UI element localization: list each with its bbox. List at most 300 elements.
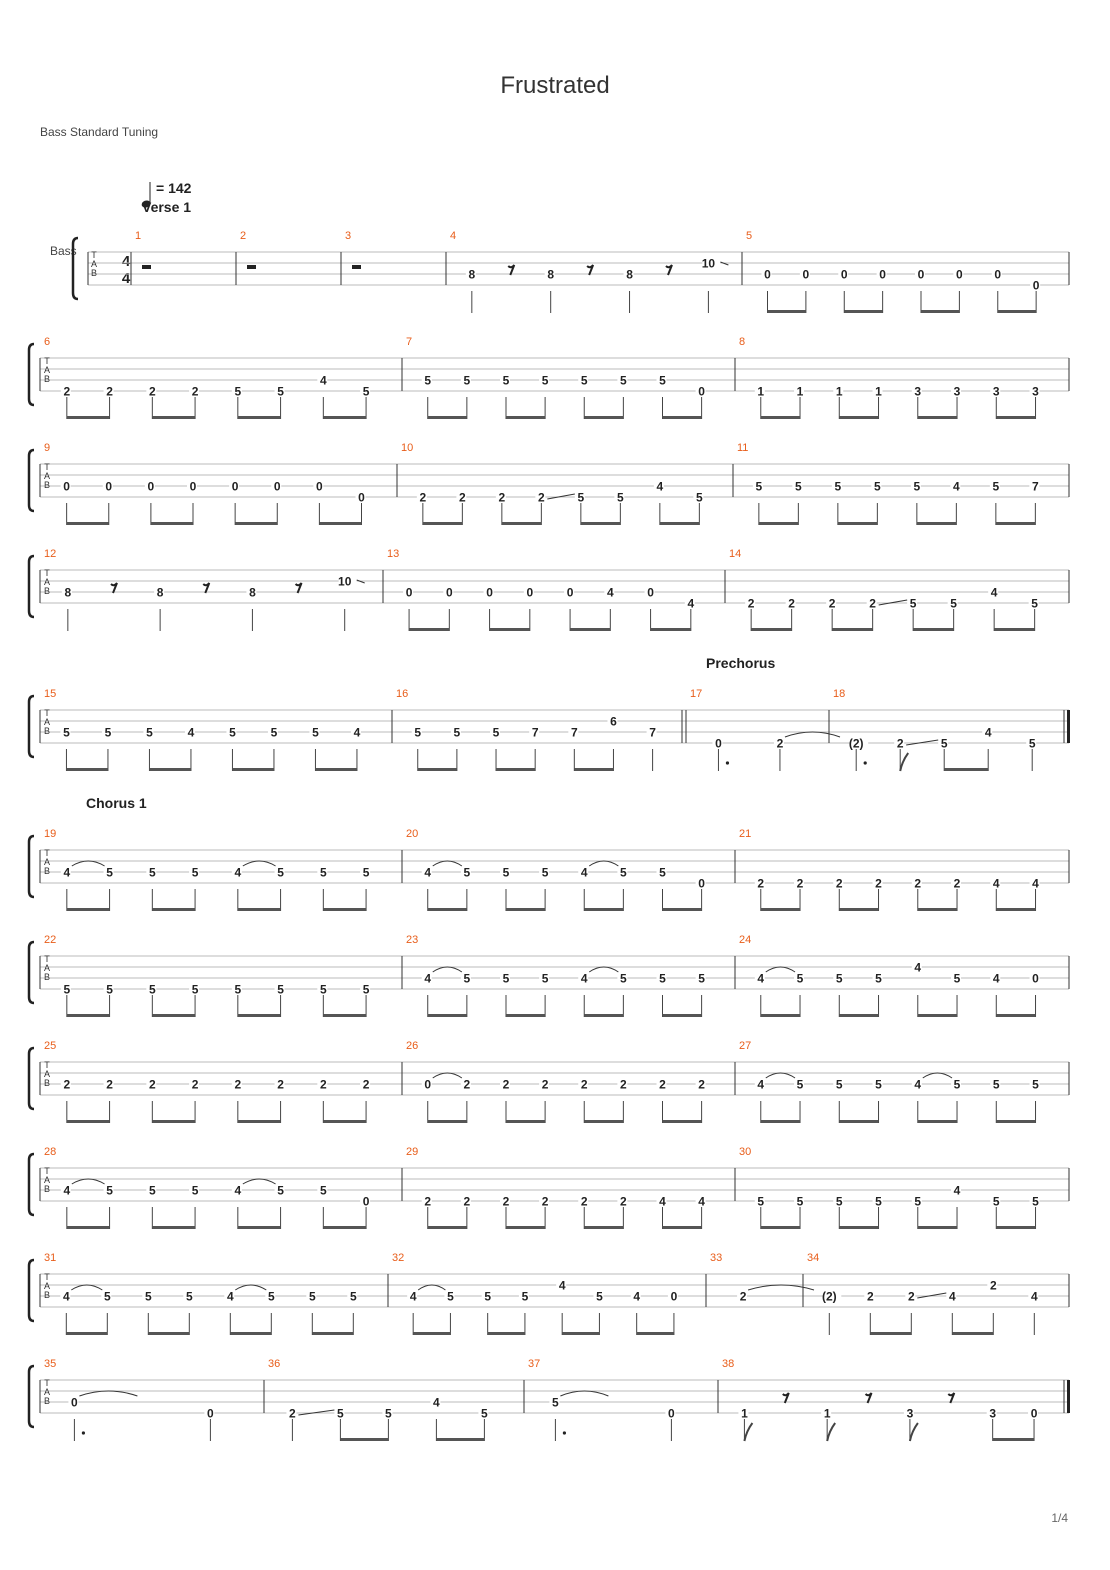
fret-number: 8 (249, 585, 256, 600)
measure-number: 31 (44, 1252, 57, 1264)
measure-number: 25 (44, 1040, 57, 1052)
fret-number: 5 (319, 1183, 327, 1198)
fret-number: 4 (234, 865, 242, 880)
beam (490, 628, 530, 631)
fret-number: 5 (953, 971, 961, 986)
fret-number: 3 (989, 1406, 997, 1421)
fret-number: 1 (757, 384, 765, 399)
fret-number: 5 (229, 725, 236, 740)
fret-number: 3 (906, 1406, 914, 1421)
fret-number: 0 (879, 267, 886, 282)
beam (149, 768, 191, 771)
fret-number: 4 (992, 876, 1000, 891)
fret-number: 2 (362, 1077, 370, 1092)
beam (315, 768, 357, 771)
tab-clef-letter: T (44, 1272, 50, 1282)
fret-number: 2 (914, 876, 922, 891)
tab-clef-letter: T (44, 462, 50, 472)
tab-clef-letter: B (43, 866, 51, 876)
fret-number: 2 (277, 1077, 284, 1092)
tab-system (29, 336, 1069, 419)
beam (761, 908, 800, 911)
beam (662, 1120, 701, 1123)
measure-number: 7 (406, 336, 413, 348)
fret-number: 5 (875, 971, 882, 986)
fret-number: 0 (358, 490, 365, 505)
fret-number: 5 (453, 725, 461, 740)
fret-number: 2 (419, 490, 427, 505)
fret-number: 2 (106, 1077, 113, 1092)
fret-number: 10 (338, 574, 352, 589)
fret-number: 2 (907, 1289, 915, 1304)
fret-number: 5 (148, 1183, 156, 1198)
fret-number: 1 (823, 1406, 831, 1421)
fret-number: 5 (463, 971, 471, 986)
fret-number: 5 (696, 490, 703, 505)
fret-number: 2 (580, 1077, 588, 1092)
fret-number: 2 (541, 1077, 549, 1092)
fret-number: 4 (558, 1278, 566, 1293)
fret-number: 2 (498, 490, 506, 505)
tab-clef-letter: T (44, 1166, 50, 1176)
beam (488, 1332, 525, 1335)
fret-number: 5 (385, 1406, 392, 1421)
beam (651, 628, 691, 631)
fret-number: 4 (1032, 876, 1039, 891)
measure-number: 19 (44, 828, 57, 840)
beam (660, 522, 700, 525)
beam (751, 628, 792, 631)
tab-clef-letter: B (43, 1396, 51, 1406)
time-signature-bottom: 4 (121, 270, 131, 287)
fret-number: 7 (649, 725, 656, 740)
beam (67, 522, 109, 525)
measure-number: 29 (406, 1146, 419, 1158)
fret-number: 2 (148, 384, 156, 399)
fret-number: 4 (633, 1289, 641, 1304)
fret-number: 5 (796, 1194, 804, 1209)
fret-number: 0 (698, 876, 705, 891)
fret-number: 5 (698, 971, 705, 986)
beam (584, 1014, 623, 1017)
beam (917, 522, 957, 525)
fret-number: 5 (835, 1194, 843, 1209)
fret-number: 5 (148, 865, 156, 880)
beam (152, 1014, 195, 1017)
beam (151, 522, 193, 525)
fret-number: 1 (741, 1406, 748, 1421)
beam (761, 416, 800, 419)
beam (238, 1226, 281, 1229)
fret-number: 4 (757, 1077, 765, 1092)
fret-number: 5 (502, 971, 510, 986)
beam (994, 628, 1035, 631)
fret-number: 4 (63, 865, 71, 880)
whole-rest (247, 265, 256, 269)
fret-number: 2 (106, 384, 113, 399)
fret-number: 3 (1032, 384, 1039, 399)
time-signature-top: 4 (121, 253, 131, 270)
beam (996, 908, 1035, 911)
fret-number: 0 (405, 585, 413, 600)
measure-number: 15 (44, 688, 57, 700)
fret-number: 0 (764, 267, 771, 282)
fret-number: 5 (909, 596, 917, 611)
song-title: Frustrated (500, 72, 610, 99)
tempo-marking: = 142 (156, 180, 192, 196)
measure-number: 9 (44, 442, 51, 454)
fret-number: 2 (191, 384, 199, 399)
beam (238, 1120, 281, 1123)
fret-number: 7 (531, 725, 539, 740)
beam (152, 416, 195, 419)
beam (323, 416, 366, 419)
fret-number: 5 (795, 479, 802, 494)
fret-number: 8 (626, 267, 633, 282)
tab-clef-letter: B (43, 726, 51, 736)
beam (496, 768, 535, 771)
fret-number: 5 (148, 982, 156, 997)
fret-number: 2 (757, 876, 765, 891)
fret-number: 5 (835, 971, 843, 986)
beam (662, 908, 701, 911)
fret-number: 5 (757, 1194, 765, 1209)
tab-system (29, 1252, 1069, 1335)
beam (584, 1226, 623, 1229)
measure-number: 32 (392, 1252, 405, 1264)
beam (238, 908, 281, 911)
note-flag (910, 1423, 918, 1441)
tab-clef-letter: A (43, 1387, 51, 1397)
fret-number: 0 (917, 267, 925, 282)
fret-number: 5 (835, 1077, 843, 1092)
fret-number: 4 (353, 725, 361, 740)
fret-number: 0 (273, 479, 281, 494)
fret-number: 5 (659, 373, 666, 388)
fret-number: 2 (289, 1406, 296, 1421)
beam (839, 908, 878, 911)
beam (761, 1014, 800, 1017)
system-bracket (29, 696, 34, 757)
beam (996, 522, 1036, 525)
tab-system (29, 548, 1069, 631)
fret-number: 5 (492, 725, 500, 740)
fret-number: 5 (502, 373, 510, 388)
tab-clef-letter: B (43, 480, 51, 490)
fret-number: 0 (71, 1395, 78, 1410)
fret-number: 5 (362, 384, 370, 399)
beam (759, 522, 799, 525)
fret-number: 5 (463, 865, 471, 880)
fret-number: 4 (992, 971, 1000, 986)
fret-number: 2 (739, 1289, 747, 1304)
tie-arc (433, 861, 462, 866)
fret-number: 5 (659, 865, 666, 880)
fret-number: 5 (914, 1194, 922, 1209)
fret-number: 5 (541, 373, 549, 388)
beam (413, 1332, 450, 1335)
fret-number: 0 (698, 384, 705, 399)
fret-number: 5 (277, 865, 284, 880)
fret-number: 8 (64, 585, 72, 600)
fret-number: 4 (914, 960, 922, 975)
beam (637, 1332, 674, 1335)
fret-number: 2 (869, 596, 876, 611)
tie-arc (766, 967, 795, 972)
measure-number: 35 (44, 1358, 57, 1370)
beam (340, 1438, 388, 1441)
fret-number: 5 (277, 384, 284, 399)
beam (506, 416, 545, 419)
beam (996, 416, 1035, 419)
fret-number: 0 (840, 267, 848, 282)
fret-number: 5 (103, 1289, 111, 1304)
tie-arc (748, 1285, 814, 1290)
fret-number: 5 (1032, 1077, 1039, 1092)
fret-number: 4 (234, 1183, 242, 1198)
system-bracket (29, 1260, 34, 1321)
fret-number: 5 (541, 971, 549, 986)
fret-number: 5 (992, 1077, 1000, 1092)
fret-number: 0 (566, 585, 574, 600)
beam (870, 1332, 911, 1335)
fret-number: 0 (715, 736, 722, 751)
beam (584, 908, 623, 911)
fret-number: (2) (821, 1289, 837, 1304)
fret-number: 4 (698, 1194, 705, 1209)
fret-number: 5 (875, 1194, 882, 1209)
system-bracket (29, 942, 34, 1003)
tab-clef-letter: A (43, 1175, 51, 1185)
fret-number: 0 (424, 1077, 432, 1092)
beam (993, 1438, 1034, 1441)
tie-arc (589, 861, 618, 866)
tab-clef-letter: B (43, 1078, 51, 1088)
fret-number: 5 (1031, 596, 1038, 611)
beam (506, 1226, 545, 1229)
beam (839, 1120, 878, 1123)
fret-number: 5 (953, 1077, 961, 1092)
fret-number: 2 (538, 490, 545, 505)
beam (839, 416, 878, 419)
fret-number: 5 (191, 865, 199, 880)
beam (423, 522, 463, 525)
fret-number: 4 (433, 1395, 440, 1410)
tab-system (29, 934, 1069, 1017)
beam (312, 1332, 353, 1335)
fret-number: 2 (424, 1194, 432, 1209)
tab-system (29, 1146, 1069, 1229)
beam (148, 1332, 189, 1335)
fret-number: 5 (1032, 1194, 1039, 1209)
fret-number: 5 (277, 1183, 284, 1198)
tab-system (29, 442, 1069, 525)
beam (584, 1120, 623, 1123)
whole-rest (352, 265, 361, 269)
fret-number: 0 (802, 267, 810, 282)
fret-number: 2 (896, 736, 904, 751)
fret-number: 5 (319, 865, 327, 880)
fret-number: 5 (312, 725, 319, 740)
fret-number: 7 (1032, 479, 1039, 494)
section-marker: Chorus 1 (86, 795, 147, 811)
beam (584, 416, 623, 419)
tab-clef-letter: A (43, 471, 51, 481)
fret-number: 5 (234, 982, 242, 997)
measure-number: 34 (807, 1252, 820, 1264)
rhythm-dot (864, 761, 867, 764)
fret-number: 5 (146, 725, 153, 740)
fret-number: 0 (362, 1194, 370, 1209)
tie-arc (243, 861, 276, 866)
fret-number: 2 (580, 1194, 588, 1209)
fret-number: 0 (647, 585, 654, 600)
note-flag (900, 753, 908, 771)
fret-number: 5 (620, 971, 627, 986)
tab-clef-letter: B (43, 1184, 51, 1194)
fret-number: 2 (875, 876, 882, 891)
fret-number: 5 (424, 373, 432, 388)
fret-number: 5 (319, 982, 327, 997)
fret-number: 5 (106, 982, 113, 997)
beam (232, 768, 274, 771)
tab-system (29, 655, 1070, 771)
beam (323, 1014, 366, 1017)
tab-system (29, 1040, 1069, 1123)
fret-number: 5 (308, 1289, 316, 1304)
fret-number: 0 (1030, 1406, 1038, 1421)
beam (67, 1014, 110, 1017)
tie-arc (418, 1285, 445, 1290)
fret-number: 3 (914, 384, 922, 399)
fret-number: 5 (796, 1077, 804, 1092)
fret-number: 6 (610, 714, 617, 729)
beam (996, 1014, 1035, 1017)
fret-number: 5 (63, 725, 70, 740)
fret-number: 4 (687, 596, 695, 611)
fret-number: 2 (620, 1077, 627, 1092)
fret-number: 0 (316, 479, 323, 494)
fret-number: 2 (776, 736, 784, 751)
fret-number: 5 (552, 1395, 559, 1410)
fret-number: 0 (486, 585, 493, 600)
fret-number: 10 (701, 256, 716, 271)
fret-number: 4 (424, 971, 432, 986)
beam (238, 1014, 281, 1017)
fret-number: 2 (828, 596, 836, 611)
fret-number: 4 (63, 1183, 71, 1198)
beam (581, 522, 621, 525)
measure-number: 36 (268, 1358, 281, 1370)
beam (67, 1226, 110, 1229)
fret-number: 5 (191, 982, 199, 997)
tie-arc (766, 1073, 795, 1078)
fret-number: 4 (953, 1183, 961, 1198)
tab-clef-letter: T (44, 1378, 50, 1388)
beam (152, 908, 195, 911)
tab-clef-letter: A (43, 1281, 51, 1291)
measure-number: 1 (135, 230, 142, 242)
fret-number: 0 (1032, 278, 1040, 293)
tie-arc (235, 1285, 266, 1290)
beam (662, 1014, 701, 1017)
fret-number: 0 (147, 479, 155, 494)
fret-number: 5 (577, 490, 585, 505)
fret-number: 5 (362, 865, 370, 880)
tab-clef-letter: B (43, 1290, 51, 1300)
beam (998, 310, 1036, 313)
beam (996, 1120, 1035, 1123)
measure-number: 18 (833, 688, 846, 700)
tie-arc (243, 1179, 276, 1184)
tab-clef-letter: T (44, 1060, 50, 1070)
tab-clef-letter: A (43, 365, 51, 375)
fret-number: 5 (270, 725, 278, 740)
tie-arc (560, 1391, 608, 1396)
beam (918, 908, 957, 911)
fret-number: 5 (185, 1289, 193, 1304)
fret-number: 0 (189, 479, 197, 494)
fret-number: 2 (148, 1077, 156, 1092)
beam (418, 768, 457, 771)
fret-number: 4 (187, 725, 195, 740)
beam (761, 1120, 800, 1123)
fret-number: (2) (848, 736, 864, 751)
tab-clef-letter: B (43, 374, 51, 384)
fret-number: 5 (463, 373, 471, 388)
beam (918, 1014, 957, 1017)
fret-number: 5 (596, 1289, 603, 1304)
fret-number: 5 (349, 1289, 357, 1304)
fret-number: 2 (63, 384, 71, 399)
fret-number: 4 (62, 1289, 70, 1304)
fret-number: 0 (207, 1406, 214, 1421)
tab-clef-letter: T (44, 356, 50, 366)
beam (230, 1332, 271, 1335)
beam (662, 1226, 701, 1229)
system-bracket (29, 450, 34, 511)
whole-rest (142, 265, 151, 269)
tie-arc (79, 1391, 137, 1396)
tie-arc (923, 1073, 952, 1078)
tie-arc (589, 967, 618, 972)
fret-number: 2 (747, 596, 755, 611)
section-marker: Verse 1 (142, 199, 192, 215)
tab-clef-letter: A (43, 857, 51, 867)
page-number: 1/4 (1051, 1511, 1068, 1525)
beam (428, 416, 467, 419)
fret-number: 2 (234, 1077, 242, 1092)
beam (67, 416, 110, 419)
measure-number: 3 (345, 230, 352, 242)
fret-number: 4 (580, 971, 588, 986)
tie-arc (71, 1285, 102, 1290)
fret-number: 8 (547, 267, 555, 282)
fret-number: 0 (668, 1406, 675, 1421)
tab-clef-letter: B (43, 586, 51, 596)
fret-number: 4 (990, 585, 998, 600)
beam (409, 628, 449, 631)
fret-number: 2 (463, 1077, 471, 1092)
fret-number: 5 (521, 1289, 529, 1304)
measure-number: 16 (396, 688, 409, 700)
fret-number: 4 (606, 585, 614, 600)
tie-arc (433, 967, 462, 972)
measure-number: 12 (44, 548, 57, 560)
beam (238, 416, 281, 419)
fret-number: 2 (989, 1278, 997, 1293)
fret-number: 8 (468, 267, 476, 282)
